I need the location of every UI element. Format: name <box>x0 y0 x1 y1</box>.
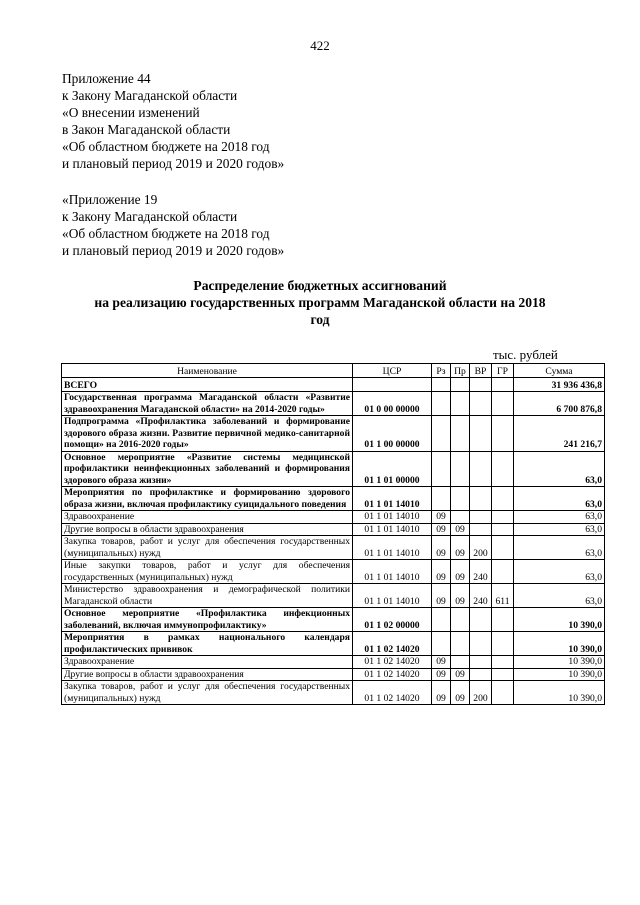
cell-pr: 09 <box>451 523 470 536</box>
cell-vr <box>470 487 492 511</box>
cell-sum: 10 390,0 <box>514 668 605 681</box>
table-row <box>62 584 605 608</box>
cell-rz <box>432 487 451 511</box>
cell-pr <box>451 632 470 656</box>
cell-csr: 01 1 01 14010 <box>353 523 432 536</box>
cell-csr: 01 1 02 14020 <box>353 656 432 669</box>
cell-pr <box>451 608 470 632</box>
cell-rz: 09 <box>432 536 451 560</box>
cell-rz: 09 <box>432 560 451 584</box>
cell-name: Основное мероприятие «Развитие системы медицинской профилактики неинфекционных заболеваний и формирования здорового образа жизни» <box>62 451 353 487</box>
cell-gr <box>492 536 514 560</box>
cell-name: Иные закупки товаров, работ и услуг для обеспечения государственных (муниципальных) нужд <box>62 560 353 584</box>
header-csr: ЦСР <box>353 364 432 378</box>
annex-44-line: «О внесении изменений <box>62 105 200 120</box>
cell-name: Другие вопросы в области здравоохранения <box>62 523 353 536</box>
cell-csr: 01 1 01 00000 <box>353 451 432 487</box>
units-label: тыс. рублей <box>493 347 558 362</box>
annex-44-line: «Об областном бюджете на 2018 год <box>62 139 270 154</box>
title-line: год <box>310 312 330 327</box>
cell-gr: 611 <box>492 584 514 608</box>
cell-sum: 10 390,0 <box>514 656 605 669</box>
cell-pr: 09 <box>451 668 470 681</box>
header-name: Наименование <box>62 364 353 378</box>
cell-sum: 63,0 <box>514 560 605 584</box>
cell-gr <box>492 608 514 632</box>
cell-name: ВСЕГО <box>62 378 353 392</box>
table-row <box>62 681 605 705</box>
annex-19-line: и плановый период 2019 и 2020 годов» <box>62 243 285 258</box>
cell-rz: 09 <box>432 656 451 669</box>
table-row <box>62 451 605 487</box>
cell-gr <box>492 511 514 524</box>
table-row <box>62 668 605 681</box>
cell-pr <box>451 487 470 511</box>
header-pr: Пр <box>451 364 470 378</box>
cell-pr <box>451 451 470 487</box>
cell-vr <box>470 608 492 632</box>
cell-rz: 09 <box>432 681 451 705</box>
annex-19-line: «Об областном бюджете на 2018 год <box>62 226 270 241</box>
cell-vr <box>470 523 492 536</box>
cell-rz <box>432 416 451 452</box>
cell-vr <box>470 416 492 452</box>
table-row <box>62 656 605 669</box>
cell-gr <box>492 668 514 681</box>
cell-csr: 01 1 01 14010 <box>353 487 432 511</box>
cell-name: Подпрограмма «Профилактика заболеваний и формирование здорового образа жизни. Развитие первичной медико-санитарной помощи» на 2016-2020 годы» <box>62 416 353 452</box>
cell-vr <box>470 656 492 669</box>
cell-pr <box>451 511 470 524</box>
table-header-row <box>62 364 605 378</box>
cell-csr: 01 1 00 00000 <box>353 416 432 452</box>
cell-vr: 200 <box>470 681 492 705</box>
cell-pr: 09 <box>451 536 470 560</box>
table-row <box>62 487 605 511</box>
document-title <box>40 277 600 328</box>
cell-name: Здравоохранение <box>62 656 353 669</box>
cell-vr: 200 <box>470 536 492 560</box>
title-line: на реализацию государственных программ Магаданской области на 2018 <box>94 295 546 310</box>
header-rz: Рз <box>432 364 451 378</box>
cell-sum: 63,0 <box>514 487 605 511</box>
cell-csr: 01 1 02 00000 <box>353 608 432 632</box>
cell-sum: 63,0 <box>514 536 605 560</box>
cell-gr <box>492 451 514 487</box>
cell-rz: 09 <box>432 523 451 536</box>
cell-pr <box>451 378 470 392</box>
annex-19-line: к Закону Магаданской области <box>62 209 238 224</box>
cell-rz <box>432 451 451 487</box>
cell-rz <box>432 392 451 416</box>
cell-pr: 09 <box>451 681 470 705</box>
cell-vr: 240 <box>470 584 492 608</box>
table-row <box>62 511 605 524</box>
cell-name: Мероприятия по профилактике и формированию здорового образа жизни, включая профилактику суицидального поведения <box>62 487 353 511</box>
cell-name: Закупка товаров, работ и услуг для обеспечения государственных (муниципальных) нужд <box>62 536 353 560</box>
annex-44-line: и плановый период 2019 и 2020 годов» <box>62 156 285 171</box>
annex-44-line: к Закону Магаданской области <box>62 88 238 103</box>
cell-rz: 09 <box>432 668 451 681</box>
cell-vr <box>470 632 492 656</box>
cell-sum: 10 390,0 <box>514 681 605 705</box>
table-row <box>62 416 605 452</box>
cell-name: Государственная программа Магаданской области «Развитие здравоохранения Магаданской области» на 2014-2020 годы» <box>62 392 353 416</box>
annex-19-line: «Приложение 19 <box>62 192 158 207</box>
cell-name: Закупка товаров, работ и услуг для обеспечения государственных (муниципальных) нужд <box>62 681 353 705</box>
budget-table <box>61 363 605 705</box>
annex-44-header <box>62 70 284 172</box>
table-row <box>62 560 605 584</box>
cell-pr: 09 <box>451 584 470 608</box>
cell-csr: 01 1 01 14010 <box>353 536 432 560</box>
table-row <box>62 378 605 392</box>
cell-pr <box>451 392 470 416</box>
cell-gr <box>492 487 514 511</box>
cell-vr <box>470 511 492 524</box>
header-vr: ВР <box>470 364 492 378</box>
cell-sum: 63,0 <box>514 451 605 487</box>
table-row <box>62 632 605 656</box>
cell-vr <box>470 392 492 416</box>
cell-name: Другие вопросы в области здравоохранения <box>62 668 353 681</box>
cell-sum: 63,0 <box>514 511 605 524</box>
cell-rz <box>432 608 451 632</box>
header-sum: Сумма <box>514 364 605 378</box>
page-number: 422 <box>310 38 330 53</box>
cell-rz <box>432 632 451 656</box>
cell-pr: 09 <box>451 560 470 584</box>
cell-csr: 01 1 02 14020 <box>353 632 432 656</box>
cell-gr <box>492 416 514 452</box>
annex-44-line: в Закон Магаданской области <box>62 122 231 137</box>
cell-csr: 01 0 00 00000 <box>353 392 432 416</box>
table-row <box>62 392 605 416</box>
cell-gr <box>492 632 514 656</box>
cell-gr <box>492 392 514 416</box>
cell-gr <box>492 523 514 536</box>
cell-sum: 241 216,7 <box>514 416 605 452</box>
cell-rz <box>432 378 451 392</box>
table-row <box>62 523 605 536</box>
cell-sum: 31 936 436,8 <box>514 378 605 392</box>
cell-name: Здравоохранение <box>62 511 353 524</box>
cell-name: Основное мероприятие «Профилактика инфекционных заболеваний, включая иммунопрофилактику» <box>62 608 353 632</box>
cell-sum: 63,0 <box>514 523 605 536</box>
cell-sum: 10 390,0 <box>514 608 605 632</box>
cell-pr <box>451 416 470 452</box>
cell-vr <box>470 668 492 681</box>
title-line: Распределение бюджетных ассигнований <box>193 278 447 293</box>
cell-csr: 01 1 02 14020 <box>353 681 432 705</box>
cell-rz: 09 <box>432 511 451 524</box>
cell-vr: 240 <box>470 560 492 584</box>
cell-sum: 6 700 876,8 <box>514 392 605 416</box>
annex-44-line: Приложение 44 <box>62 71 151 86</box>
cell-csr: 01 1 01 14010 <box>353 560 432 584</box>
cell-name: Мероприятия в рамках национального календаря профилактических прививок <box>62 632 353 656</box>
cell-vr <box>470 451 492 487</box>
cell-vr <box>470 378 492 392</box>
annex-19-header <box>62 191 284 259</box>
cell-sum: 10 390,0 <box>514 632 605 656</box>
cell-name: Министерство здравоохранения и демографической политики Магаданской области <box>62 584 353 608</box>
cell-csr: 01 1 01 14010 <box>353 584 432 608</box>
cell-gr <box>492 560 514 584</box>
cell-csr: 01 1 02 14020 <box>353 668 432 681</box>
cell-sum: 63,0 <box>514 584 605 608</box>
cell-pr <box>451 656 470 669</box>
cell-csr: 01 1 01 14010 <box>353 511 432 524</box>
cell-rz: 09 <box>432 584 451 608</box>
header-gr: ГР <box>492 364 514 378</box>
table-row <box>62 536 605 560</box>
table-row <box>62 608 605 632</box>
cell-gr <box>492 681 514 705</box>
cell-csr <box>353 378 432 392</box>
cell-gr <box>492 656 514 669</box>
cell-gr <box>492 378 514 392</box>
